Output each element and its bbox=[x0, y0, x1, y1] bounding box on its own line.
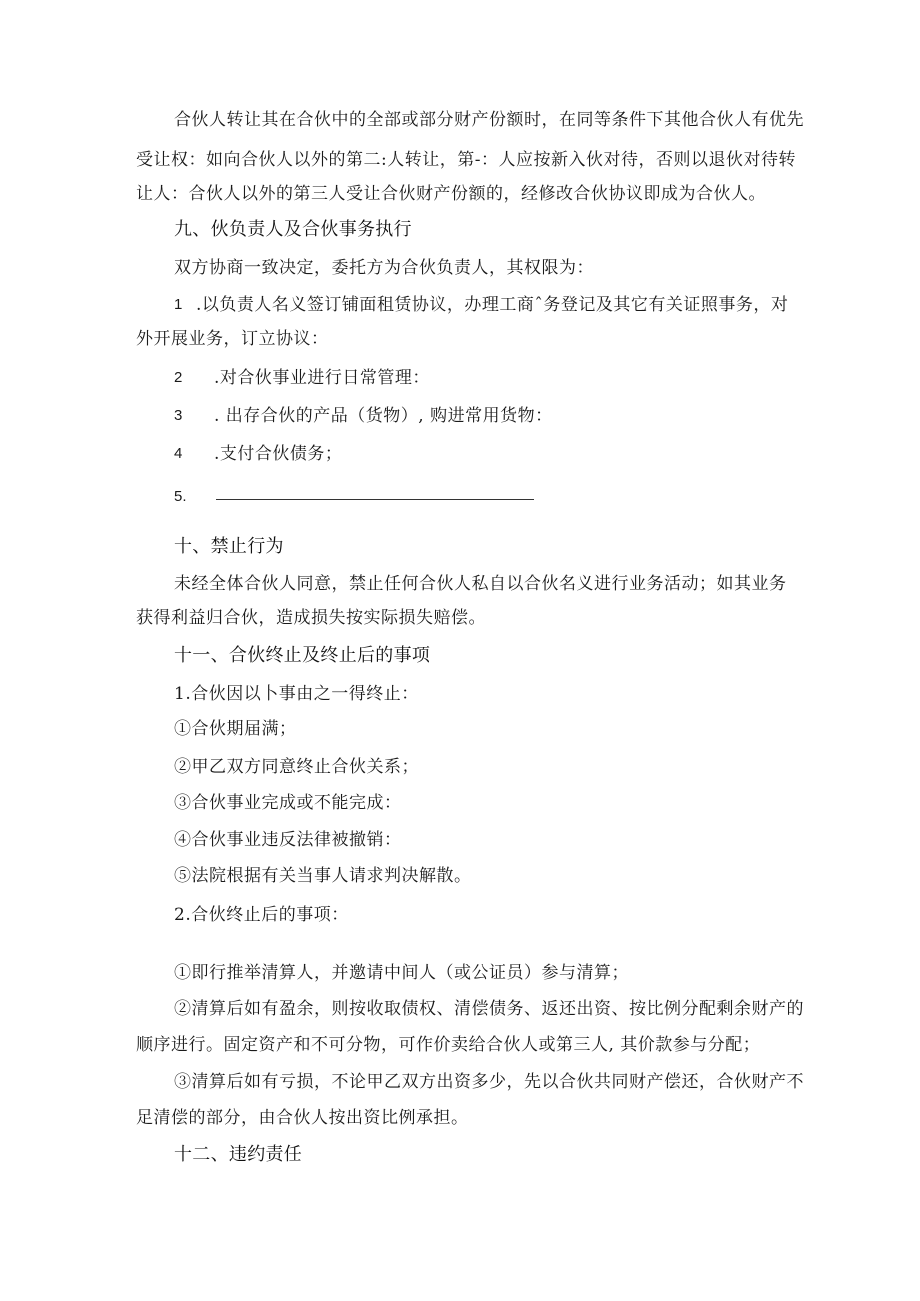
item-number: 5. bbox=[174, 488, 187, 505]
item-number: 1 bbox=[174, 296, 183, 313]
section-heading-12: 十二、违约责任 bbox=[174, 1144, 303, 1165]
paragraph-line: 2.合伙终止后的事项： bbox=[174, 905, 349, 925]
list-item: ①合伙期届满； bbox=[174, 719, 297, 739]
list-item: ③合伙事业完成或不能完成： bbox=[174, 793, 402, 813]
item-number: 3 bbox=[174, 407, 183, 424]
section-heading-10: 十、禁止行为 bbox=[174, 536, 284, 557]
item-text: .对合伙事业进行日常管理： bbox=[214, 368, 430, 388]
paragraph-line: 受让权：如向合伙人以外的第二:人转让，第-：人应按新入伙对待，否则以退伙对待转 bbox=[136, 150, 796, 170]
list-item: 顺序进行。固定资产和不可分物，可作价卖给合伙人或第三人, 其价款参与分配； bbox=[136, 1035, 761, 1055]
list-item: ③清算后如有亏损，不论甲乙双方出资多少，先以合伙共同财产偿还，合伙财产不 bbox=[174, 1072, 804, 1092]
list-item: ⑤法院根据有关当事人请求判决解散。 bbox=[174, 866, 472, 886]
paragraph-line: 让人：合伙人以外的第三人受让合伙财产份额的，经修改合伙协议即成为合伙人。 bbox=[136, 184, 766, 204]
item-number: 4 bbox=[174, 445, 183, 462]
paragraph-line: 双方协商一致决定，委托方为合伙负责人，其权限为： bbox=[174, 258, 594, 278]
item-text: 外开展业务，订立协议： bbox=[136, 329, 329, 349]
section-heading-11: 十一、合伙终止及终止后的事项 bbox=[174, 645, 431, 666]
list-item: 足清偿的部分，由合伙人按出资比例承担。 bbox=[136, 1108, 469, 1128]
section-heading-9: 九、伙负责人及合伙事务执行 bbox=[174, 219, 412, 240]
list-item: ②甲乙双方同意终止合伙关系； bbox=[174, 757, 419, 777]
paragraph-line: 合伙人转让其在合伙中的全部或部分财产份额时，在同等条件下其他合伙人有优先 bbox=[174, 110, 804, 130]
paragraph-line: 1.合伙因以卜事由之一得终止： bbox=[174, 684, 419, 704]
list-item: ①即行推举清算人，并邀请中间人（或公证员）参与清算； bbox=[174, 963, 629, 983]
item-number: 2 bbox=[174, 369, 183, 386]
list-item: ②清算后如有盈余，则按收取债权、清偿债务、返还出资、按比例分配剩余财产的 bbox=[174, 999, 804, 1019]
list-item: ④合伙事业违反法律被撤销： bbox=[174, 830, 402, 850]
blank-fill-line bbox=[216, 499, 534, 500]
item-text: . 出存合伙的产品（货物）, 购进常用货物： bbox=[214, 406, 553, 426]
item-text: .支付合伙债务； bbox=[214, 444, 343, 464]
item-text: .以负责人名义签订铺面租赁协议，办理工商ˆ务登记及其它有关证照事务，对 bbox=[196, 295, 789, 315]
paragraph-line: 获得利益归合伙，造成损失按实际损失赔偿。 bbox=[136, 608, 486, 628]
paragraph-line: 未经全体合伙人同意，禁止任何合伙人私自以合伙名义进行业务活动；如其业务 bbox=[174, 574, 787, 594]
